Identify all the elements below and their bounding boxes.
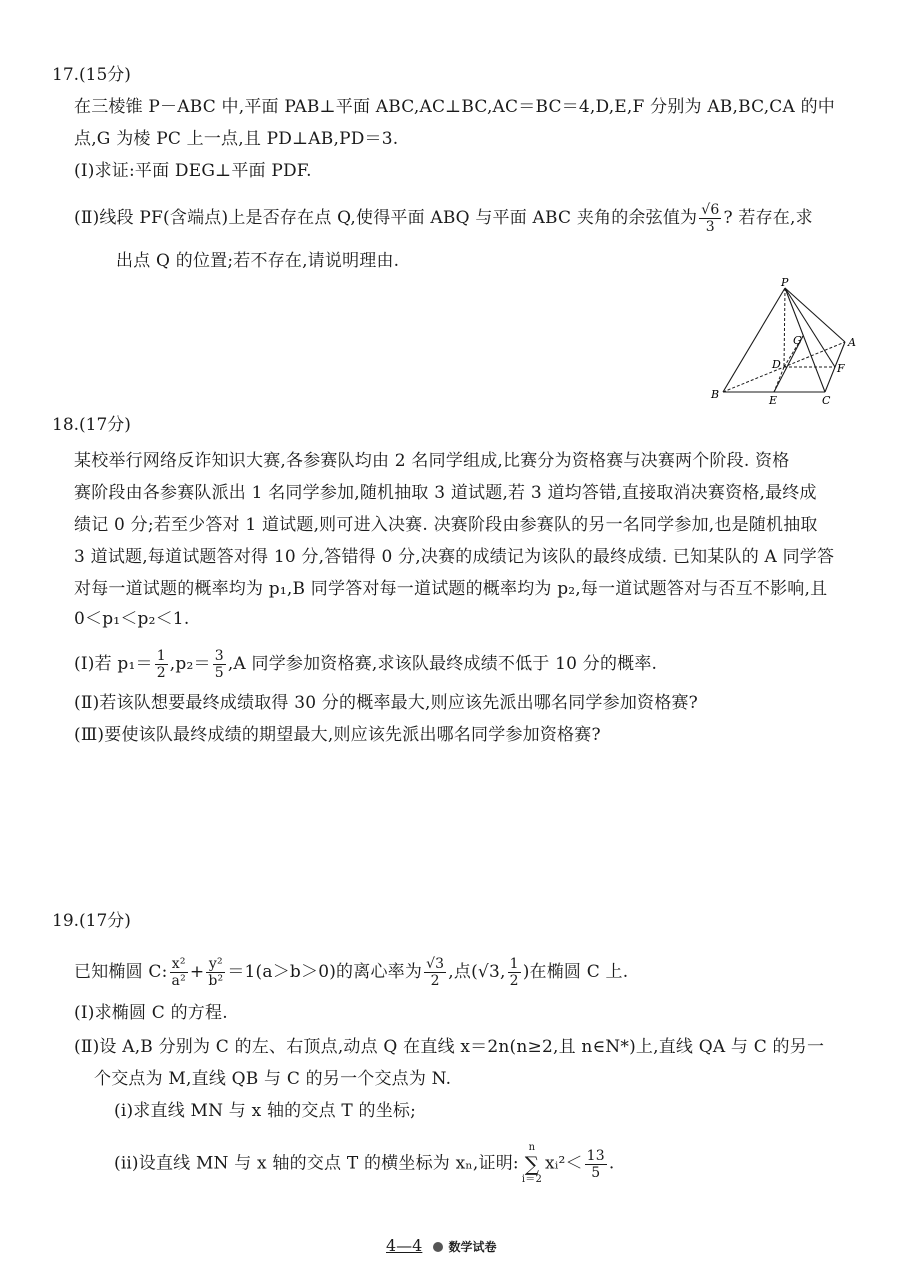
q19-fraction-sqrt3-over-2	[424, 956, 446, 989]
label-C: C	[822, 394, 831, 407]
sum-sigma: ∑	[524, 1152, 540, 1176]
frac-denominator: 2	[430, 973, 440, 989]
q18-part1-text-b: ,p₂＝	[169, 654, 211, 674]
q19-fraction-1-over-2	[508, 956, 521, 989]
label-B: B	[711, 388, 720, 401]
frac-numerator: 13	[586, 1147, 605, 1164]
label-A: A	[848, 336, 856, 349]
q19-part2-line1: (Ⅱ)设 A,B 分别为 C 的左、右顶点,动点 Q 在直线 x＝2n(n≥2,且 n∈N*)上,直线 QA 与 C 的另一	[74, 1037, 825, 1057]
q19-text-c: ＝1(a＞b＞0)的离心率为	[227, 962, 423, 982]
frac-numerator: y²	[206, 956, 225, 973]
pyramid-figure	[705, 274, 865, 408]
q17-fraction-sqrt6-over-3	[699, 202, 721, 235]
q17-part2-line1	[74, 202, 813, 235]
edge-PC	[785, 288, 825, 392]
q19-fraction-x2-over-a2	[170, 956, 188, 989]
q19-fraction-y2-over-b2	[206, 956, 225, 989]
frac-numerator: 3	[214, 648, 224, 664]
page-number: 4—4	[386, 1236, 423, 1255]
page-footer	[386, 1236, 497, 1255]
frac-denominator: 2	[509, 973, 519, 989]
q19-heading: 19.(17分)	[52, 911, 131, 931]
sum-upper-limit: n	[528, 1142, 536, 1153]
frac-numerator: √3	[426, 956, 445, 972]
label-G: G	[793, 334, 802, 347]
q19-part2-ii	[114, 1142, 614, 1186]
segment-PD-hidden	[784, 288, 785, 367]
q19-part2-ii-text-b: xᵢ²＜	[545, 1153, 583, 1174]
q17-part2-text-b: ? 若存在,求	[723, 208, 813, 228]
q18-part1	[74, 648, 657, 681]
frac-denominator: 5	[214, 665, 224, 681]
q18-heading: 18.(17分)	[52, 415, 131, 435]
q18-part3: (Ⅲ)要使该队最终成绩的期望最大,则应该先派出哪名同学参加资格赛?	[74, 725, 601, 745]
sum-lower-limit: i＝2	[521, 1174, 543, 1185]
q18-stem-line1: 某校举行网络反诈知识大赛,各参赛队均由 2 名同学组成,比赛分为资格赛与决赛两个阶段. 资格	[74, 451, 790, 471]
q17-part2-line2: 出点 Q 的位置;若不存在,请说明理由.	[116, 251, 400, 271]
q19-text-d: ,点(√3,	[448, 962, 506, 982]
frac-numerator: √6	[701, 202, 720, 218]
frac-numerator: x²	[170, 956, 188, 973]
q19-fraction-13-over-5	[585, 1148, 607, 1181]
footer-label: 数学试卷	[448, 1240, 497, 1254]
q17-stem-line1: 在三棱锥 P－ABC 中,平面 PAB⊥平面 ABC,AC⊥BC,AC＝BC＝4,D,E,F 分别为 AB,BC,CA 的中	[74, 97, 835, 117]
q18-part2: (Ⅱ)若该队想要最终成绩取得 30 分的概率最大,则应该先派出哪名同学参加资格赛?	[74, 693, 698, 713]
q19-text-a: 已知椭圆 C:	[74, 962, 168, 982]
frac-denominator: 3	[705, 219, 715, 235]
q19-sum-symbol	[522, 1142, 542, 1186]
q19-part2-line2: 个交点为 M,直线 QB 与 C 的另一个交点为 N.	[94, 1069, 452, 1089]
q18-stem-line4: 3 道试题,每道试题答对得 10 分,答错得 0 分,决赛的成绩记为该队的最终成绩. 已知某队的 A 同学答	[74, 547, 835, 567]
frac-numerator: 1	[509, 956, 519, 972]
q19-part2-i: (ⅰ)求直线 MN 与 x 轴的交点 T 的坐标;	[114, 1101, 417, 1121]
q17-stem-line2: 点,G 为棱 PC 上一点,且 PD⊥AB,PD＝3.	[74, 129, 399, 149]
q18-part1-text-c: ,A 同学参加资格赛,求该队最终成绩不低于 10 分的概率.	[227, 654, 658, 674]
q19-text-plus: +	[189, 962, 205, 982]
q18-stem-line6: 0＜p₁＜p₂＜1.	[74, 609, 190, 629]
label-F: F	[837, 362, 845, 375]
label-P: P	[781, 276, 789, 289]
frac-denominator: 5	[591, 1164, 601, 1181]
q19-part2-ii-text-a: (ⅱ)设直线 MN 与 x 轴的交点 T 的横坐标为 xₙ,证明:	[114, 1153, 519, 1174]
q18-stem-line2: 赛阶段由各参赛队派出 1 名同学参加,随机抽取 3 道试题,若 3 道均答错,直接取消决赛资格,最终成	[74, 483, 817, 503]
q18-part1-text-a: (Ⅰ)若 p₁＝	[74, 654, 153, 674]
q19-part2-ii-text-c: .	[608, 1153, 615, 1174]
q18-fraction-1-over-2	[155, 648, 168, 681]
label-D: D	[772, 358, 781, 371]
q18-stem-line5: 对每一道试题的概率均为 p₁,B 同学答对每一道试题的概率均为 p₂,每一道试题答对与否互不影响,且	[74, 579, 828, 599]
q19-stem-line1	[74, 956, 628, 989]
frac-numerator: 1	[156, 648, 166, 664]
q17-heading: 17.(15分)	[52, 65, 131, 85]
q17-part1: (Ⅰ)求证:平面 DEG⊥平面 PDF.	[74, 161, 312, 181]
q18-stem-line3: 绩记 0 分;若至少答对 1 道试题,则可进入决赛. 决赛阶段由参赛队的另一名同学参加,也是随机抽取	[74, 515, 818, 535]
frac-denominator: b²	[208, 973, 224, 989]
q18-fraction-3-over-5	[213, 648, 226, 681]
q19-part1: (Ⅰ)求椭圆 C 的方程.	[74, 1003, 228, 1023]
frac-denominator: 2	[156, 665, 166, 681]
q17-part2-text-a: (Ⅱ)线段 PF(含端点)上是否存在点 Q,使得平面 ABQ 与平面 ABC 夹角的余弦值为	[74, 208, 698, 228]
edge-PB	[723, 288, 785, 392]
q19-text-e: )在椭圆 C 上.	[522, 962, 629, 982]
label-E: E	[769, 394, 778, 407]
frac-denominator: a²	[171, 973, 186, 989]
brand-dot-icon	[433, 1242, 443, 1252]
